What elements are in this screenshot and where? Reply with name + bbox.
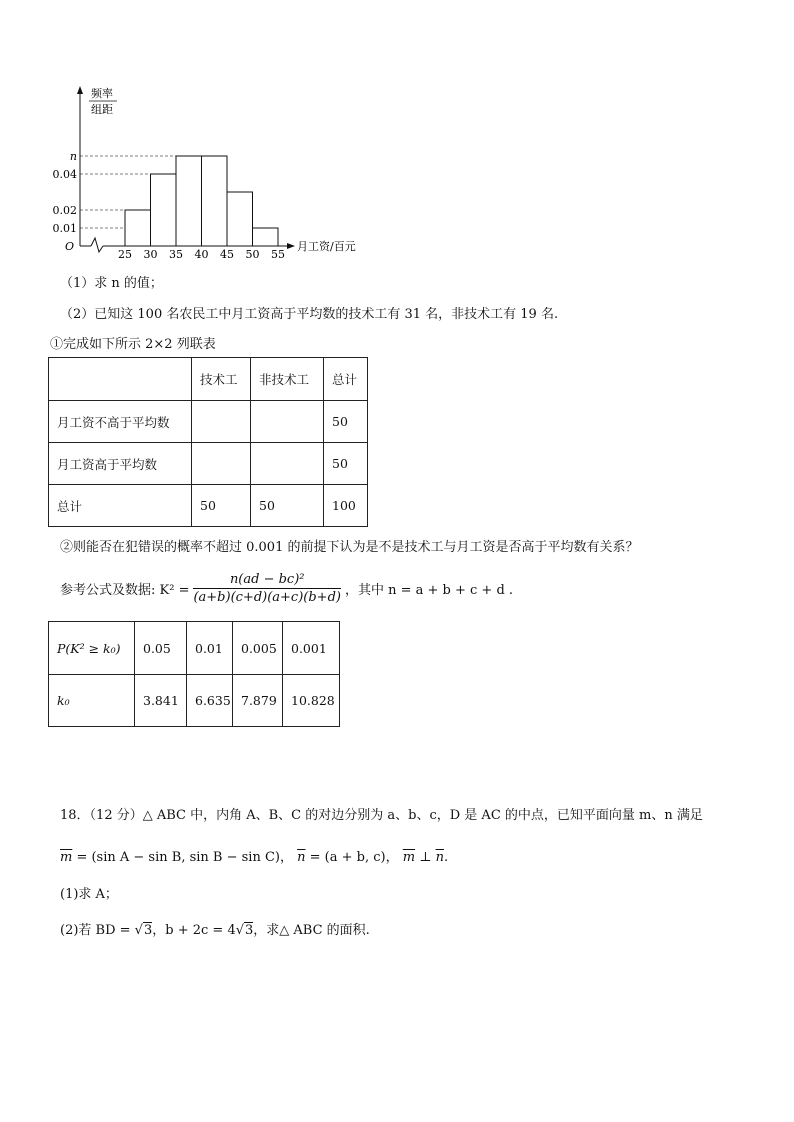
p-value-cell: 0.005	[233, 622, 283, 675]
critical-value-table	[48, 621, 340, 727]
vector-m-value: = (sin A − sin B, sin B − sin C)，	[72, 850, 293, 865]
k-value-cell: 3.841	[135, 675, 187, 727]
col-header-tech: 技术工	[192, 358, 251, 401]
problem-18-sub-2	[60, 919, 370, 938]
y-label-top: 频率	[91, 87, 113, 100]
question-2: （2）已知这 100 名农民工中月工资高于平均数的技术工有 31 名，非技术工有 19 名.	[60, 307, 559, 322]
y-tick-label: 0.02	[52, 204, 77, 217]
row-label-probability: P(K² ≥ k₀)	[49, 622, 135, 675]
p-value-cell: 0.01	[187, 622, 233, 675]
formula-denominator: (a+b)(c+d)(a+c)(b+d)	[193, 590, 341, 605]
formula-numerator: n(ad − bc)²	[193, 572, 341, 589]
problem-18-statement: 18．（12 分）△ ABC 中，内角 A、B、C 的对边分别为 a、b、c，D 是 AC 的中点，已知平面向量 m、n 满足	[60, 808, 703, 823]
reference-formula	[60, 572, 513, 605]
row-label: 月工资不高于平均数	[49, 401, 192, 443]
y-tick-label: 0.04	[52, 168, 77, 181]
y-axis-arrow	[77, 86, 83, 94]
histogram-bar	[227, 192, 253, 246]
cell: 50	[192, 485, 251, 527]
cell	[192, 443, 251, 485]
row-label: 月工资高于平均数	[49, 443, 192, 485]
sqrt-3-a: 3	[143, 923, 153, 938]
histogram-bar	[176, 156, 202, 246]
y-tick-label: n	[69, 150, 77, 163]
cell: 100	[324, 485, 368, 527]
cell: 50	[324, 401, 368, 443]
perp-n: $\overline{n}$	[435, 850, 444, 865]
sub2-part-a: (2)若 BD = √	[60, 923, 143, 938]
k-value-cell: 10.828	[283, 675, 340, 727]
histogram	[52, 80, 375, 261]
cell	[251, 443, 324, 485]
col-header-total: 总计	[324, 358, 368, 401]
perp-symbol: ⊥	[415, 850, 436, 865]
x-axis-label: 月工资/百元	[297, 240, 356, 253]
histogram-bar	[202, 156, 228, 246]
x-tick-label: 50	[245, 248, 260, 261]
k-value-cell: 6.635	[187, 675, 233, 727]
cell: 50	[324, 443, 368, 485]
sqrt-3-b: 3	[245, 923, 254, 938]
p-value-cell: 0.05	[135, 622, 187, 675]
cell	[251, 401, 324, 443]
histogram-bar	[151, 174, 177, 246]
formula-lead: 参考公式及数据: K² =	[60, 583, 190, 598]
perp-end: .	[443, 850, 449, 865]
x-axis-arrow	[287, 243, 295, 249]
formula-fraction	[193, 572, 341, 605]
x-tick-label: 25	[118, 248, 132, 261]
cell	[192, 401, 251, 443]
vector-n-label: $\overline{n}$	[297, 850, 306, 865]
problem-18-sub-1: (1)求 A；	[60, 887, 118, 902]
axis-break	[91, 238, 103, 252]
x-tick-label: 30	[143, 248, 158, 261]
question-2-part-2: ②则能否在犯错误的概率不超过 0.001 的前提下认为是不是技术工与月工资是否高于平均数有关系？	[60, 540, 639, 555]
x-tick-label: 45	[220, 248, 234, 261]
question-1: （1）求 n 的值；	[60, 276, 163, 291]
p-value-cell: 0.001	[283, 622, 340, 675]
y-label-bottom: 组距	[91, 103, 113, 116]
problem-18-vectors	[60, 846, 448, 865]
origin-label: O	[65, 240, 75, 253]
histogram-bar	[253, 228, 279, 246]
question-2-part-1: ①完成如下所示 2×2 列联表	[50, 337, 216, 352]
vector-m-label: $\overline{m}$	[60, 850, 73, 865]
sub2-part-b: ，b + 2c = 4√	[152, 923, 244, 938]
x-tick-label: 40	[194, 248, 209, 261]
row-label-k0: k₀	[49, 675, 135, 727]
formula-tail: ，其中 n = a + b + c + d .	[344, 583, 514, 598]
cell: 50	[251, 485, 324, 527]
cell	[49, 358, 192, 401]
k-value-cell: 7.879	[233, 675, 283, 727]
y-tick-label: 0.01	[52, 222, 77, 235]
perp-m: $\overline{m}$	[402, 850, 416, 865]
contingency-table	[48, 357, 368, 527]
vector-n-value: = (a + b, c)，	[305, 850, 399, 865]
x-tick-label: 35	[169, 248, 183, 261]
sub2-part-c: ，求△ ABC 的面积.	[253, 923, 370, 938]
row-label: 总计	[49, 485, 192, 527]
col-header-nontech: 非技术工	[251, 358, 324, 401]
histogram-bar	[125, 210, 151, 246]
x-tick-label: 55	[271, 248, 285, 261]
